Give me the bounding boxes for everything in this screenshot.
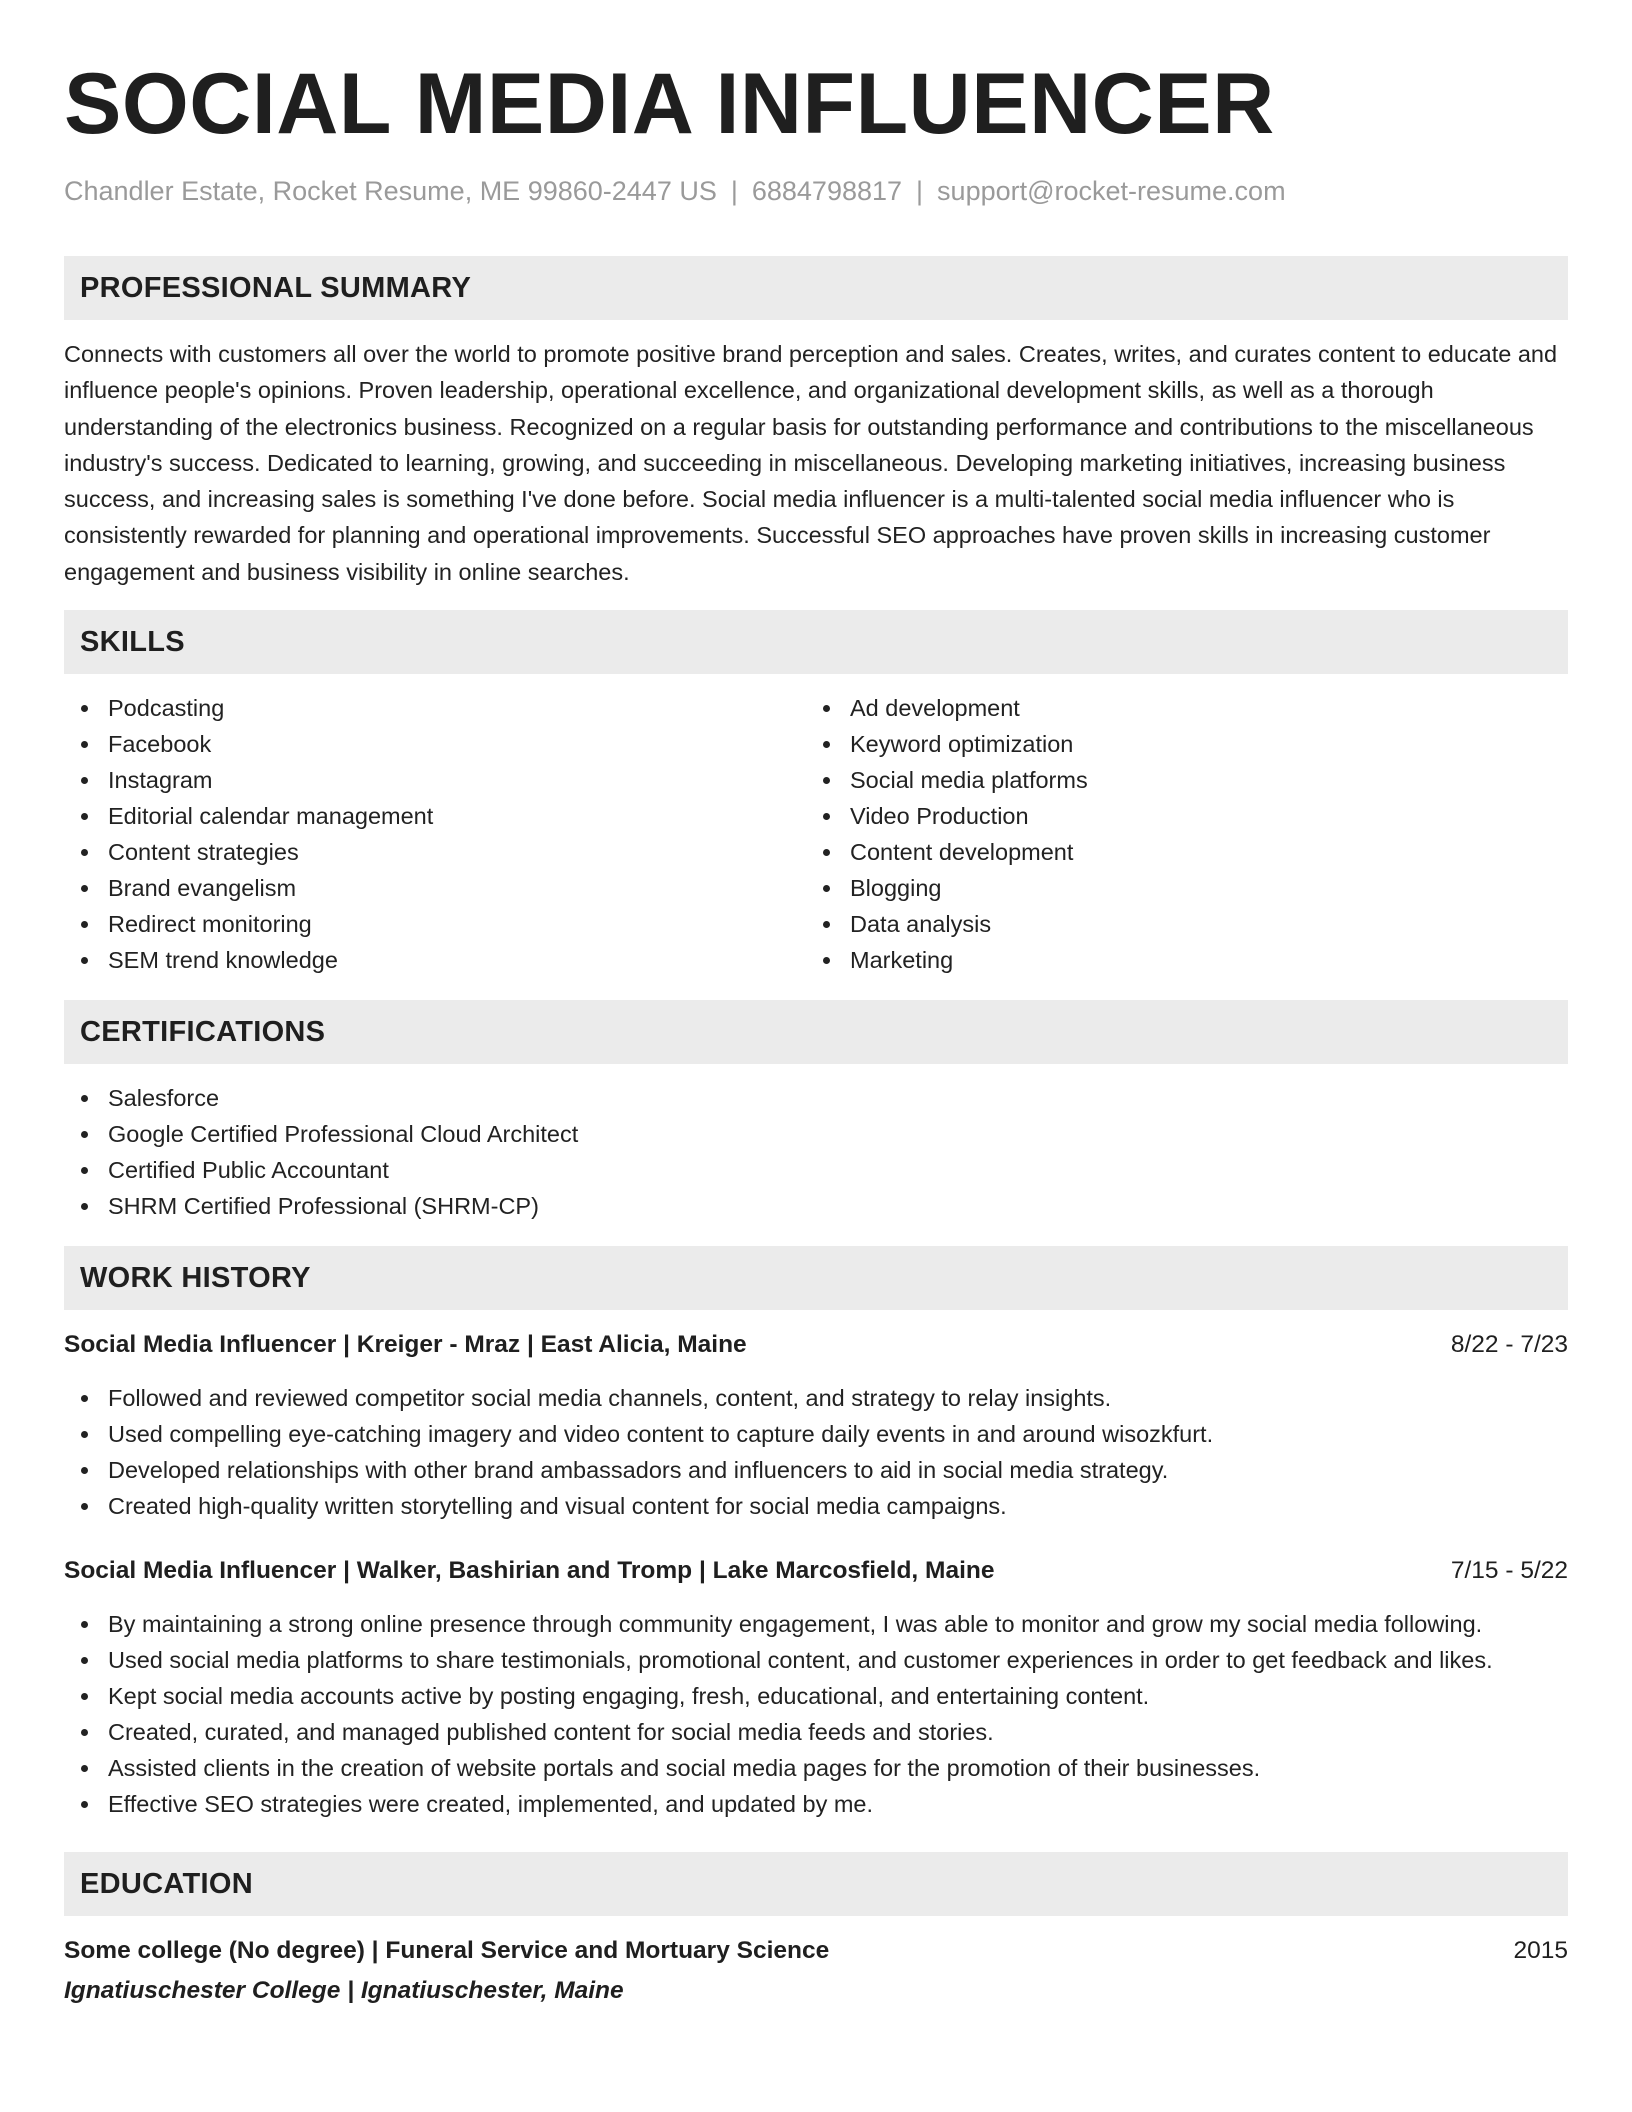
education-entry: [64, 1934, 1568, 2008]
section-heading-work-history: WORK HISTORY: [64, 1246, 1568, 1310]
contact-phone: 6884798817: [751, 176, 903, 206]
skills-column-left: [64, 690, 806, 978]
skill-item: Data analysis: [806, 906, 1548, 942]
skill-item: SEM trend knowledge: [64, 942, 806, 978]
job-bullet: Created, curated, and managed published content for social media feeds and stories.: [64, 1714, 1568, 1750]
certification-item: Certified Public Accountant: [64, 1152, 1568, 1188]
skills-column-right: [806, 690, 1548, 978]
job-bullets: [64, 1380, 1568, 1524]
skill-item: Editorial calendar management: [64, 798, 806, 834]
skill-item: Instagram: [64, 762, 806, 798]
section-heading-summary: PROFESSIONAL SUMMARY: [64, 256, 1568, 320]
candidate-name: SOCIAL MEDIA INFLUENCER: [64, 56, 1275, 152]
job-bullet: Used compelling eye-catching imagery and video content to capture daily events in and around wisozkfurt.: [64, 1416, 1568, 1452]
job-bullet: Effective SEO strategies were created, implemented, and updated by me.: [64, 1786, 1568, 1822]
skill-item: Brand evangelism: [64, 870, 806, 906]
contact-separator: |: [730, 176, 738, 206]
job-entry: [64, 1554, 1568, 1822]
certification-item: Google Certified Professional Cloud Architect: [64, 1116, 1568, 1152]
certification-item: Salesforce: [64, 1080, 1568, 1116]
skill-item: Keyword optimization: [806, 726, 1548, 762]
skill-item: Social media platforms: [806, 762, 1548, 798]
contact-separator: |: [916, 176, 924, 206]
job-entry: [64, 1328, 1568, 1524]
certifications-list: [64, 1080, 1568, 1224]
skill-item: Content strategies: [64, 834, 806, 870]
job-bullet: Developed relationships with other brand ambassadors and influencers to aid in social media strategy.: [64, 1452, 1568, 1488]
job-bullets: [64, 1606, 1568, 1822]
job-bullet: Followed and reviewed competitor social media channels, content, and strategy to relay insights.: [64, 1380, 1568, 1416]
job-bullet: Kept social media accounts active by posting engaging, fresh, educational, and entertaining content.: [64, 1678, 1568, 1714]
skills-list: [64, 690, 1568, 978]
job-dates: 7/15 - 5/22: [1450, 1557, 1568, 1585]
skill-item: Redirect monitoring: [64, 906, 806, 942]
job-bullet: By maintaining a strong online presence through community engagement, I was able to monitor and grow my social media following.: [64, 1606, 1568, 1642]
skill-item: Content development: [806, 834, 1548, 870]
job-title: Social Media Influencer | Kreiger - Mraz | East Alicia, Maine: [64, 1331, 747, 1359]
education-year: 2015: [1513, 1937, 1568, 1965]
job-header: [64, 1328, 1568, 1362]
job-dates: 8/22 - 7/23: [1450, 1331, 1568, 1359]
education-header: [64, 1934, 1568, 1968]
contact-line: [64, 174, 1568, 208]
education-school: Ignatiuschester College | Ignatiuschester, Maine: [64, 1977, 624, 2005]
contact-address: Chandler Estate, Rocket Resume, ME 99860-2447 US: [64, 176, 717, 206]
education-degree: Some college (No degree) | Funeral Service and Mortuary Science: [64, 1937, 830, 1965]
skill-item: Podcasting: [64, 690, 806, 726]
section-heading-skills: SKILLS: [64, 610, 1568, 674]
skill-item: Ad development: [806, 690, 1548, 726]
job-bullet: Created high-quality written storytelling and visual content for social media campaigns.: [64, 1488, 1568, 1524]
skill-item: Marketing: [806, 942, 1548, 978]
section-heading-certifications: CERTIFICATIONS: [64, 1000, 1568, 1064]
section-heading-education: EDUCATION: [64, 1852, 1568, 1916]
contact-email: support@rocket-resume.com: [937, 176, 1286, 206]
skill-item: Facebook: [64, 726, 806, 762]
job-header: [64, 1554, 1568, 1588]
skill-item: Blogging: [806, 870, 1548, 906]
certification-item: SHRM Certified Professional (SHRM-CP): [64, 1188, 1568, 1224]
job-title: Social Media Influencer | Walker, Bashirian and Tromp | Lake Marcosfield, Maine: [64, 1557, 995, 1585]
job-bullet: Assisted clients in the creation of website portals and social media pages for the promotion of their businesses.: [64, 1750, 1568, 1786]
summary-text: Connects with customers all over the world to promote positive brand perception and sales. Creates, writes, and curates content to educate and influence people's opinions. Proven leadership, operational excellence, and organizational development skills, as well as a thorough understanding of the electronics business. Recognized on a regular basis for outstanding performance and contributions to the miscellaneous industry's success. Dedicated to learning, growing, and succeeding in miscellaneous. Developing marketing initiatives, increasing business success, and increasing sales is something I've done before. Social media influencer is a multi-talented social media influencer who is consistently rewarded for planning and operational improvements. Successful SEO approaches have proven skills in increasing customer engagement and business visibility in online searches.: [64, 341, 1558, 585]
job-bullet: Used social media platforms to share testimonials, promotional content, and customer experiences in order to get feedback and likes.: [64, 1642, 1568, 1678]
skill-item: Video Production: [806, 798, 1548, 834]
